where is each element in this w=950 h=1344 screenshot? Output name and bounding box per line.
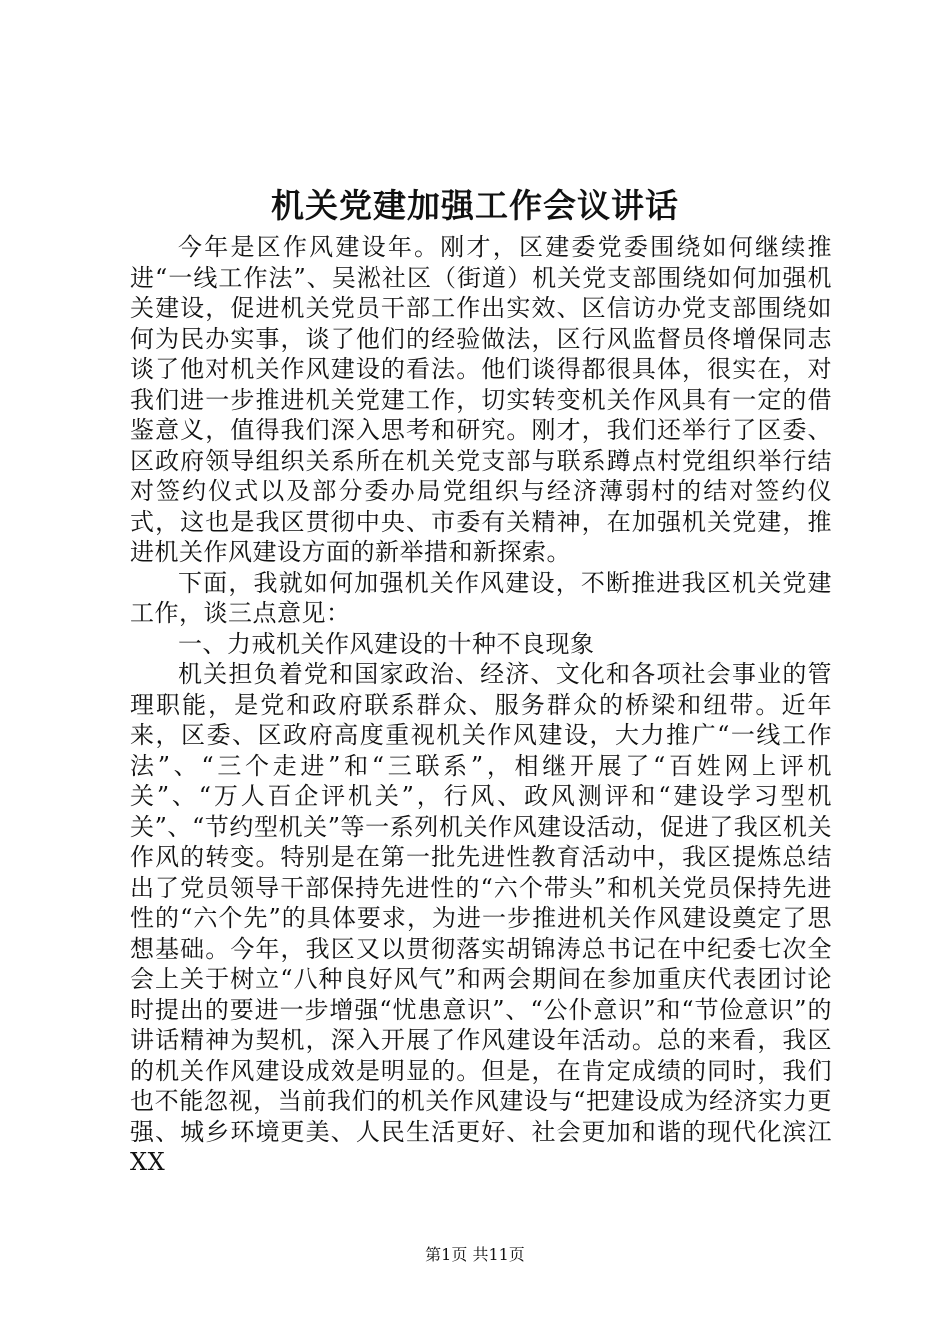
- document-body: [130, 232, 832, 1178]
- paragraph-intro: 今年是区作风建设年。刚才，区建委党委围绕如何继续推进“一线工作法”、吴淞社区（街道）机关党支部围绕如何加强机关建设，促进机关党员干部工作出实效、区信访办党支部围绕如何为民办实事，谈了他们的经验做法，区行风监督员佟增保同志谈了他对机关作风建设的看法。他们谈得都很具体，很实在，对我们进一步推进机关党建工作，切实转变机关作风具有一定的借鉴意义，值得我们深入思考和研究。刚才，我们还举行了区委、区政府领导组织关系所在机关党支部与联系蹲点村党组织举行结对签约仪式以及部分委办局党组织与经济薄弱村的结对签约仪式，这也是我区贯彻中央、市委有关精神，在加强机关党建，推进机关作风建设方面的新举措和新探索。: [130, 233, 832, 566]
- document-title: 机关党建加强工作会议讲话: [271, 186, 679, 225]
- paragraph-transition: 下面，我就如何加强机关作风建设，不断推进我区机关党建工作，谈三点意见：: [130, 568, 832, 627]
- section-heading-1: 一、力戒机关作风建设的十种不良现象: [178, 629, 595, 658]
- paragraph-section-1: 机关担负着党和国家政治、经济、文化和各项社会事业的管理职能，是党和政府联系群众、服务群众的桥梁和纽带。近年来，区委、区政府高度重视机关作风建设，大力推广“一线工作法”、“三个走进”和“三联系”，相继开展了“百姓网上评机关”、“万人百企评机关”，行风、政风测评和“建设学习型机关”、“节约型机关”等一系列机关作风建设活动，促进了我区机关作风的转变。特别是在第一批先进性教育活动中，我区提炼总结出了党员领导干部保持先进性的“六个带头”和机关党员保持先进性的“六个先”的具体要求，为进一步推进机关作风建设奠定了思想基础。今年，我区又以贯彻落实胡锦涛总书记在中纪委七次全会上关于树立“八种良好风气”和两会期间在参加重庆代表团讨论时提出的要进一步增强“忧患意识”、“公仆意识”和“节俭意识”的讲话精神为契机，深入开展了作风建设年活动。总的来看，我区的机关作风建设成效是明显的。但是，在肯定成绩的同时，我们也不能忽视，当前我们的机关作风建设与“把建设成为经济实力更强、城乡环境更美、人民生活更好、社会更加和谐的现代化滨江XX: [130, 660, 832, 1176]
- page-footer: 第1页 共11页: [425, 1245, 525, 1264]
